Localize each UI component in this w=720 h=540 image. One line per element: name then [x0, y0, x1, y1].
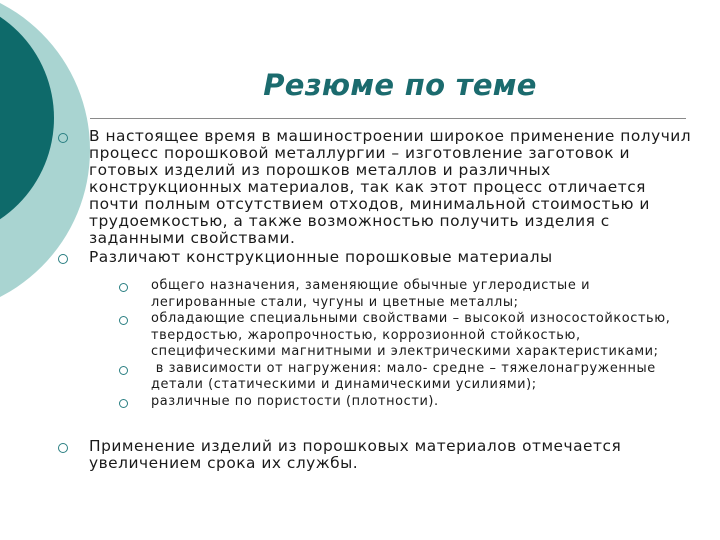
bullet-item-powder-metallurgy	[58, 128, 698, 247]
bullet-item-materials	[58, 249, 698, 410]
sub-bullet-circle-icon	[119, 366, 128, 375]
bullet-list	[58, 128, 698, 472]
sub-bullet-item	[119, 278, 698, 311]
sub-bullet-text: в зависимости от нагружения: мало- средне – тяжелонагруженные детали (статическими и динамическими усилиями);	[151, 360, 661, 392]
sub-bullet-text: обладающие специальными свойствами – высокой износостойкостью, твердостью, жаропрочностью, коррозионной стойкостью, специфическими магнитными и электрическими характеристиками;	[151, 311, 671, 359]
sub-bullet-item	[119, 311, 698, 361]
slide-content	[58, 128, 698, 472]
title-divider	[90, 118, 686, 119]
sub-bullet-circle-icon	[119, 316, 128, 325]
bullet-text: В настоящее время в машиностроении широкое применение получил процесс порошковой металлургии – изготовление заготовок и готовых изделий из порошков металлов и различных конструкционных материалов, так как этот процесс отличается почти полным отсутствием отходов, минимальной стоимостью и трудоемкостью, а также возможностью получить изделия с заданными свойствами.	[89, 127, 692, 247]
sub-bullet-list	[119, 278, 698, 410]
sub-bullet-item	[119, 394, 698, 411]
bullet-circle-icon	[58, 443, 68, 453]
bullet-circle-icon	[58, 254, 68, 264]
bullet-text: Различают конструкционные порошковые материалы	[89, 248, 553, 266]
bullet-circle-icon	[58, 133, 68, 143]
sub-bullet-item	[119, 361, 698, 394]
slide-title: Резюме по теме	[263, 68, 537, 102]
sub-bullet-text: общего назначения, заменяющие обычные углеродистые и легированные стали, чугуны и цветные металлы;	[151, 278, 591, 310]
sub-bullet-circle-icon	[119, 399, 128, 408]
sub-bullet-circle-icon	[119, 283, 128, 292]
bullet-text: Применение изделий из порошковых материалов отмечается увеличением срока их службы.	[89, 437, 622, 472]
bullet-item-service-life	[58, 438, 698, 472]
sub-bullet-text: различные по пористости (плотности).	[151, 393, 439, 409]
